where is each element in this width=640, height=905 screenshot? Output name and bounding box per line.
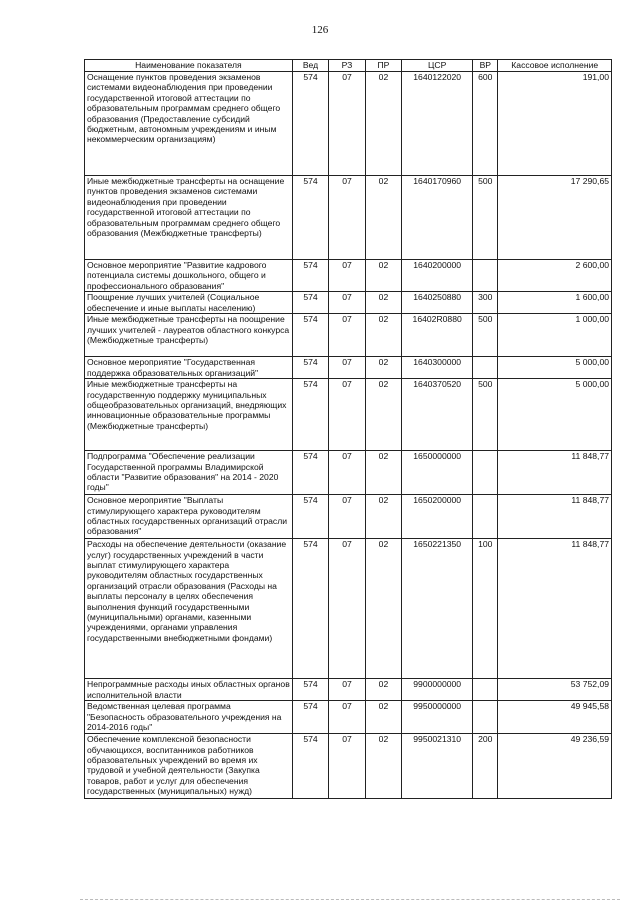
table-row [85,701,612,734]
row-ved: 574 [292,176,328,260]
row-rz: 07 [329,679,365,701]
row-rz: 07 [329,176,365,260]
row-rz: 07 [329,701,365,734]
header-rz: РЗ [329,60,365,72]
row-csr: 1640250880 [402,292,473,314]
row-amount: 5 000,00 [498,379,612,451]
row-csr: 1640122020 [402,72,473,176]
row-amount: 191,00 [498,72,612,176]
row-pr: 02 [365,734,401,799]
row-amount: 5 000,00 [498,357,612,379]
table-header-row [85,60,612,72]
row-csr: 16402R0880 [402,314,473,357]
page-number: 126 [311,24,329,36]
header-amount: Кассовое исполнение [498,60,612,72]
table-row [85,357,612,379]
row-vr [473,701,498,734]
row-csr: 1650000000 [402,451,473,495]
row-name: Основное мероприятие "Выплаты стимулирующего характера руководителям областных государственных организаций отрасли образования" [85,495,293,539]
row-name: Иные межбюджетные трансферты на оснащение пунктов проведения экзаменов системами видеонаблюдения при проведении государственной итоговой аттестации по образовательным программам среднего общего образования (Межбюджетные трансферты) [85,176,293,260]
row-ved: 574 [292,379,328,451]
row-name: Иные межбюджетные трансферты на поощрение лучших учителей - лауреатов областного конкурса (Межбюджетные трансферты) [85,314,293,357]
row-pr: 02 [365,357,401,379]
row-ved: 574 [292,314,328,357]
row-rz: 07 [329,357,365,379]
row-name: Поощрение лучших учителей (Социальное обеспечение и иные выплаты населению) [85,292,293,314]
table-row [85,292,612,314]
row-csr: 1650221350 [402,539,473,679]
row-ved: 574 [292,72,328,176]
row-name: Иные межбюджетные трансферты на государственную поддержку муниципальных общеобразовательных организаций, внедряющих инновационные образовательные программы (Межбюджетные трансферты) [85,379,293,451]
header-vr: ВР [473,60,498,72]
row-ved: 574 [292,539,328,679]
row-pr: 02 [365,314,401,357]
row-rz: 07 [329,72,365,176]
row-vr [473,679,498,701]
row-ved: 574 [292,451,328,495]
row-rz: 07 [329,539,365,679]
row-name: Ведомственная целевая программа "Безопасность образовательного учреждения на 2014-2016 годы" [85,701,293,734]
row-pr: 02 [365,495,401,539]
row-rz: 07 [329,495,365,539]
table-row [85,451,612,495]
table-row [85,734,612,799]
row-ved: 574 [292,260,328,292]
row-amount: 11 848,77 [498,451,612,495]
row-pr: 02 [365,451,401,495]
row-amount: 49 945,58 [498,701,612,734]
row-amount: 1 000,00 [498,314,612,357]
row-vr [473,451,498,495]
row-vr: 100 [473,539,498,679]
header-ved: Вед [292,60,328,72]
row-vr: 500 [473,379,498,451]
header-csr: ЦСР [402,60,473,72]
row-name: Оснащение пунктов проведения экзаменов системами видеонаблюдения при проведении государственной итоговой аттестации по образовательным программам среднего общего образования (Предоставление субсидий бюджетным, автономным учреждениям и иным некоммерческим организациям) [85,72,293,176]
table-row [85,176,612,260]
row-ved: 574 [292,357,328,379]
row-ved: 574 [292,292,328,314]
row-csr: 1650200000 [402,495,473,539]
row-pr: 02 [365,379,401,451]
row-amount: 2 600,00 [498,260,612,292]
row-pr: 02 [365,72,401,176]
row-pr: 02 [365,260,401,292]
row-name: Основное мероприятие "Развитие кадрового потенциала системы дошкольного, общего и профессионального образования" [85,260,293,292]
row-csr: 1640300000 [402,357,473,379]
row-rz: 07 [329,451,365,495]
row-ved: 574 [292,701,328,734]
row-name: Непрограммные расходы иных областных органов исполнительной власти [85,679,293,701]
row-csr: 1640370520 [402,379,473,451]
row-name: Обеспечение комплексной безопасности обучающихся, воспитанников работников образовательных учреждений во время их трудовой и учебной деятельности (Закупка товаров, работ и услуг для обеспечения государственных (муниципальных) нужд) [85,734,293,799]
table-row [85,314,612,357]
row-csr: 9950021310 [402,734,473,799]
row-rz: 07 [329,734,365,799]
row-ved: 574 [292,679,328,701]
table-row [85,379,612,451]
row-ved: 574 [292,734,328,799]
header-name: Наименование показателя [85,60,293,72]
row-rz: 07 [329,260,365,292]
page-bottom-divider [80,899,620,900]
row-rz: 07 [329,379,365,451]
row-name: Расходы на обеспечение деятельности (оказание услуг) государственных учреждений в части выплат стимулирующего характера руководителям областных государственных организаций отрасли образования (Расходы на выплаты персоналу в целях обеспечения выполнения функций государственными (муниципальными) органами, казенными учреждениями, органами управления государственными внебюджетными фондами) [85,539,293,679]
table-row [85,260,612,292]
row-vr: 300 [473,292,498,314]
header-pr: ПР [365,60,401,72]
table-row [85,679,612,701]
table-row [85,495,612,539]
row-csr: 1640170960 [402,176,473,260]
row-name: Основное мероприятие "Государственная поддержка образовательных организаций" [85,357,293,379]
row-ved: 574 [292,495,328,539]
row-rz: 07 [329,314,365,357]
row-vr: 500 [473,314,498,357]
row-vr [473,357,498,379]
table-row [85,539,612,679]
row-amount: 53 752,09 [498,679,612,701]
row-name: Подпрограмма "Обеспечение реализации Государственной программы Владимирской области "Развитие образования" на 2014 - 2020 годы" [85,451,293,495]
row-rz: 07 [329,292,365,314]
row-vr [473,260,498,292]
row-vr: 600 [473,72,498,176]
row-amount: 11 848,77 [498,495,612,539]
row-pr: 02 [365,701,401,734]
budget-table [84,59,612,799]
row-pr: 02 [365,539,401,679]
row-amount: 1 600,00 [498,292,612,314]
row-csr: 9900000000 [402,679,473,701]
row-csr: 1640200000 [402,260,473,292]
table-row [85,72,612,176]
row-pr: 02 [365,679,401,701]
row-vr: 500 [473,176,498,260]
row-vr [473,495,498,539]
row-amount: 11 848,77 [498,539,612,679]
row-pr: 02 [365,292,401,314]
row-amount: 49 236,59 [498,734,612,799]
row-pr: 02 [365,176,401,260]
row-amount: 17 290,65 [498,176,612,260]
row-csr: 9950000000 [402,701,473,734]
row-vr: 200 [473,734,498,799]
